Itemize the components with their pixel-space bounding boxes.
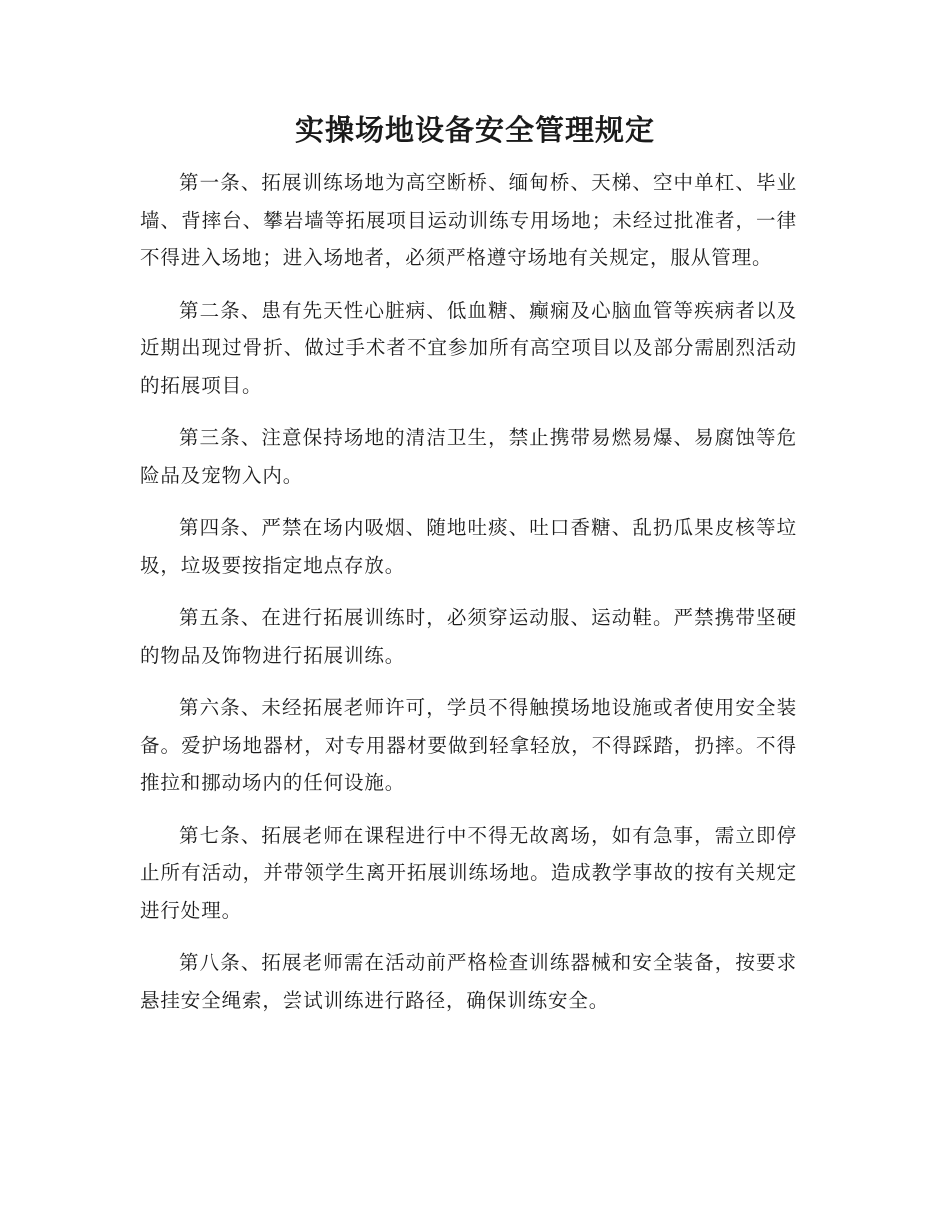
article-2-paragraph: 第二条、患有先天性心脏病、低血糖、癫痫及心脑血管等疾病者以及近期出现过骨折、做过手术者不宜参加所有高空项目以及部分需剧烈活动的拓展项目。 bbox=[140, 298, 797, 397]
article-1-paragraph: 第一条、拓展训练场地为高空断桥、缅甸桥、天梯、空中单杠、毕业墙、背摔台、攀岩墙等拓展项目运动训练专用场地；未经过批准者，一律不得进入场地；进入场地者，必须严格遵守场地有关规定，服从管理。 bbox=[140, 171, 797, 269]
article-5-paragraph: 第五条、在进行拓展训练时，必须穿运动服、运动鞋。严禁携带坚硬的物品及饰物进行拓展训练。 bbox=[140, 606, 797, 667]
article-3-paragraph: 第三条、注意保持场地的清洁卫生，禁止携带易燃易爆、易腐蚀等危险品及宠物入内。 bbox=[140, 426, 797, 487]
document-title: 实操场地设备安全管理规定 bbox=[294, 113, 655, 147]
article-7-paragraph: 第七条、拓展老师在课程进行中不得无故离场，如有急事，需立即停止所有活动，并带领学生离开拓展训练场地。造成教学事故的按有关规定进行处理。 bbox=[140, 823, 797, 922]
document-body bbox=[140, 164, 797, 1034]
article-8-paragraph: 第八条、拓展老师需在活动前严格检查训练器械和安全装备，按要求悬挂安全绳索，尝试训练进行路径，确保训练安全。 bbox=[140, 951, 797, 1012]
article-4-paragraph: 第四条、严禁在场内吸烟、随地吐痰、吐口香糖、乱扔瓜果皮核等垃圾，垃圾要按指定地点存放。 bbox=[140, 516, 797, 577]
article-6-paragraph: 第六条、未经拓展老师许可，学员不得触摸场地设施或者使用安全装备。爱护场地器材，对专用器材要做到轻拿轻放，不得踩踏，扔摔。不得推拉和挪动场内的任何设施。 bbox=[140, 696, 797, 794]
